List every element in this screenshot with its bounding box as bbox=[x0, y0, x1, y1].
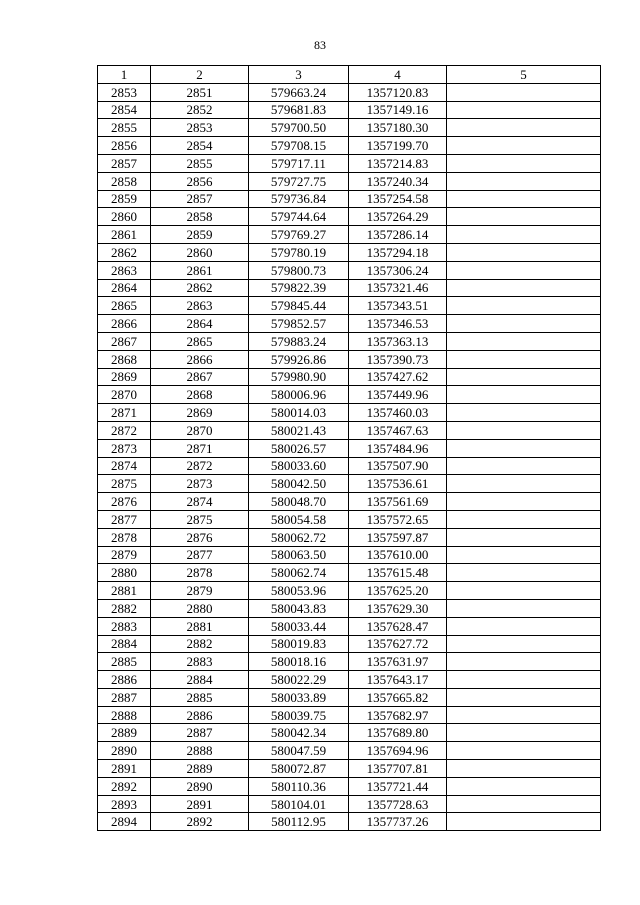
table-cell: 2872 bbox=[151, 457, 249, 475]
table-cell: 2860 bbox=[151, 243, 249, 261]
table-cell: 2881 bbox=[98, 582, 151, 600]
table-cell: 580021.43 bbox=[249, 421, 349, 439]
table-cell: 580042.50 bbox=[249, 475, 349, 493]
table-cell: 1357294.18 bbox=[349, 243, 447, 261]
table-cell: 2889 bbox=[151, 760, 249, 778]
table-row bbox=[98, 261, 601, 279]
table-cell bbox=[447, 190, 601, 208]
table-cell: 2857 bbox=[151, 190, 249, 208]
table-cell: 1357449.96 bbox=[349, 386, 447, 404]
column-header: 3 bbox=[249, 66, 349, 84]
table-cell: 1357346.53 bbox=[349, 315, 447, 333]
table-cell: 1357665.82 bbox=[349, 688, 447, 706]
table-cell: 2858 bbox=[98, 172, 151, 190]
table-cell: 2866 bbox=[151, 350, 249, 368]
table-cell: 2884 bbox=[151, 671, 249, 689]
column-header: 4 bbox=[349, 66, 447, 84]
table-cell: 1357737.26 bbox=[349, 813, 447, 831]
table-cell: 2868 bbox=[151, 386, 249, 404]
table-row bbox=[98, 315, 601, 333]
table-cell: 2877 bbox=[98, 510, 151, 528]
table-row bbox=[98, 332, 601, 350]
table-cell: 2886 bbox=[151, 706, 249, 724]
table-cell bbox=[447, 795, 601, 813]
table-cell: 1357180.30 bbox=[349, 119, 447, 137]
table-cell: 2858 bbox=[151, 208, 249, 226]
table-cell: 579852.57 bbox=[249, 315, 349, 333]
table-row bbox=[98, 635, 601, 653]
table-cell: 1357627.72 bbox=[349, 635, 447, 653]
table-cell bbox=[447, 582, 601, 600]
table-row bbox=[98, 137, 601, 155]
table-cell bbox=[447, 777, 601, 795]
table-cell: 579708.15 bbox=[249, 137, 349, 155]
table-cell: 580062.72 bbox=[249, 528, 349, 546]
table-row bbox=[98, 706, 601, 724]
table-cell bbox=[447, 332, 601, 350]
table-cell: 2890 bbox=[151, 777, 249, 795]
table-cell: 580039.75 bbox=[249, 706, 349, 724]
table-cell: 2892 bbox=[151, 813, 249, 831]
table-cell: 2862 bbox=[98, 243, 151, 261]
table-cell bbox=[447, 315, 601, 333]
table-cell bbox=[447, 724, 601, 742]
table-cell: 580043.83 bbox=[249, 599, 349, 617]
table-cell: 2853 bbox=[98, 83, 151, 101]
table-cell: 2852 bbox=[151, 101, 249, 119]
column-header: 5 bbox=[447, 66, 601, 84]
table-body bbox=[98, 83, 601, 830]
table-cell: 2869 bbox=[151, 404, 249, 422]
table-row bbox=[98, 350, 601, 368]
table-row bbox=[98, 742, 601, 760]
table-cell: 1357610.00 bbox=[349, 546, 447, 564]
table-cell: 1357149.16 bbox=[349, 101, 447, 119]
table-row bbox=[98, 795, 601, 813]
table-cell: 2870 bbox=[151, 421, 249, 439]
table-cell: 1357597.87 bbox=[349, 528, 447, 546]
table-cell: 580014.03 bbox=[249, 404, 349, 422]
table-cell: 2859 bbox=[151, 226, 249, 244]
table-cell bbox=[447, 421, 601, 439]
table-cell: 2853 bbox=[151, 119, 249, 137]
table-cell: 2871 bbox=[151, 439, 249, 457]
table-cell bbox=[447, 350, 601, 368]
table-row bbox=[98, 243, 601, 261]
table-cell: 2877 bbox=[151, 546, 249, 564]
table-cell: 580033.89 bbox=[249, 688, 349, 706]
table-cell: 2867 bbox=[98, 332, 151, 350]
table-row bbox=[98, 546, 601, 564]
table-row bbox=[98, 493, 601, 511]
table-cell: 1357572.65 bbox=[349, 510, 447, 528]
table-row bbox=[98, 404, 601, 422]
table-cell: 2893 bbox=[98, 795, 151, 813]
table-cell: 579681.83 bbox=[249, 101, 349, 119]
table-cell: 1357484.96 bbox=[349, 439, 447, 457]
table-cell: 579736.84 bbox=[249, 190, 349, 208]
table-cell bbox=[447, 706, 601, 724]
table-cell: 1357694.96 bbox=[349, 742, 447, 760]
table-cell: 2880 bbox=[151, 599, 249, 617]
table-cell: 579800.73 bbox=[249, 261, 349, 279]
table-cell: 2851 bbox=[151, 83, 249, 101]
table-cell: 2862 bbox=[151, 279, 249, 297]
table-cell: 2860 bbox=[98, 208, 151, 226]
table-cell: 2874 bbox=[151, 493, 249, 511]
table-cell bbox=[447, 688, 601, 706]
table-cell: 2885 bbox=[98, 653, 151, 671]
table-cell: 1357306.24 bbox=[349, 261, 447, 279]
table-row bbox=[98, 190, 601, 208]
table-cell bbox=[447, 546, 601, 564]
table-cell: 1357254.58 bbox=[349, 190, 447, 208]
table-cell bbox=[447, 119, 601, 137]
table-cell: 2882 bbox=[98, 599, 151, 617]
table-cell: 2879 bbox=[151, 582, 249, 600]
table-row bbox=[98, 439, 601, 457]
table-cell: 579727.75 bbox=[249, 172, 349, 190]
table-row bbox=[98, 172, 601, 190]
table-row bbox=[98, 297, 601, 315]
table-cell: 2873 bbox=[98, 439, 151, 457]
table-row bbox=[98, 119, 601, 137]
table-cell: 580047.59 bbox=[249, 742, 349, 760]
table-cell bbox=[447, 742, 601, 760]
table-cell: 2854 bbox=[151, 137, 249, 155]
table-cell: 2876 bbox=[151, 528, 249, 546]
table-row bbox=[98, 101, 601, 119]
table-cell bbox=[447, 386, 601, 404]
table-cell: 2864 bbox=[98, 279, 151, 297]
table-cell: 2889 bbox=[98, 724, 151, 742]
table-cell bbox=[447, 635, 601, 653]
table-row bbox=[98, 777, 601, 795]
table-cell: 1357689.80 bbox=[349, 724, 447, 742]
table-cell bbox=[447, 510, 601, 528]
table-cell: 580110.36 bbox=[249, 777, 349, 795]
table-cell: 2878 bbox=[98, 528, 151, 546]
table-cell: 579769.27 bbox=[249, 226, 349, 244]
table-cell bbox=[447, 404, 601, 422]
table-cell: 2863 bbox=[98, 261, 151, 279]
table-row bbox=[98, 724, 601, 742]
table-row bbox=[98, 368, 601, 386]
table-cell: 580104.01 bbox=[249, 795, 349, 813]
table-row bbox=[98, 475, 601, 493]
table-cell: 1357561.69 bbox=[349, 493, 447, 511]
table-cell bbox=[447, 813, 601, 831]
table-cell: 2880 bbox=[98, 564, 151, 582]
table-cell: 2892 bbox=[98, 777, 151, 795]
table-cell: 2855 bbox=[151, 154, 249, 172]
table-row bbox=[98, 813, 601, 831]
table-cell: 2856 bbox=[98, 137, 151, 155]
table-cell: 1357628.47 bbox=[349, 617, 447, 635]
table-row bbox=[98, 617, 601, 635]
table-cell: 2869 bbox=[98, 368, 151, 386]
table-cell: 580063.50 bbox=[249, 546, 349, 564]
table-cell: 2867 bbox=[151, 368, 249, 386]
table-cell: 2864 bbox=[151, 315, 249, 333]
table-cell bbox=[447, 564, 601, 582]
column-header: 2 bbox=[151, 66, 249, 84]
table-cell: 580033.44 bbox=[249, 617, 349, 635]
table-cell: 1357460.03 bbox=[349, 404, 447, 422]
table-cell: 580018.16 bbox=[249, 653, 349, 671]
table-cell: 579780.19 bbox=[249, 243, 349, 261]
table-cell: 1357631.97 bbox=[349, 653, 447, 671]
table-cell: 579744.64 bbox=[249, 208, 349, 226]
table-cell: 2890 bbox=[98, 742, 151, 760]
table-cell: 579822.39 bbox=[249, 279, 349, 297]
table-cell: 579700.50 bbox=[249, 119, 349, 137]
table-cell: 2866 bbox=[98, 315, 151, 333]
table-cell: 579717.11 bbox=[249, 154, 349, 172]
table-cell: 2886 bbox=[98, 671, 151, 689]
table-cell: 1357286.14 bbox=[349, 226, 447, 244]
table-cell: 1357707.81 bbox=[349, 760, 447, 778]
table-cell: 580026.57 bbox=[249, 439, 349, 457]
table-row bbox=[98, 599, 601, 617]
table-cell: 579926.86 bbox=[249, 350, 349, 368]
table-cell: 580022.29 bbox=[249, 671, 349, 689]
table-cell: 2883 bbox=[151, 653, 249, 671]
table-cell: 1357427.62 bbox=[349, 368, 447, 386]
table-cell: 2865 bbox=[98, 297, 151, 315]
table-cell: 2887 bbox=[151, 724, 249, 742]
table-cell bbox=[447, 599, 601, 617]
table-cell bbox=[447, 243, 601, 261]
table-cell: 580048.70 bbox=[249, 493, 349, 511]
table-cell bbox=[447, 368, 601, 386]
table-cell: 580033.60 bbox=[249, 457, 349, 475]
table-cell: 2854 bbox=[98, 101, 151, 119]
table-cell: 1357467.63 bbox=[349, 421, 447, 439]
table-cell: 580112.95 bbox=[249, 813, 349, 831]
table-cell: 2875 bbox=[98, 475, 151, 493]
table-cell: 2856 bbox=[151, 172, 249, 190]
table-cell: 2878 bbox=[151, 564, 249, 582]
table-cell bbox=[447, 653, 601, 671]
table-cell bbox=[447, 137, 601, 155]
table-cell: 2883 bbox=[98, 617, 151, 635]
table-cell: 2881 bbox=[151, 617, 249, 635]
table-cell: 2855 bbox=[98, 119, 151, 137]
table-cell: 1357214.83 bbox=[349, 154, 447, 172]
table-cell: 1357264.29 bbox=[349, 208, 447, 226]
table-cell: 2870 bbox=[98, 386, 151, 404]
table-cell: 2875 bbox=[151, 510, 249, 528]
table-cell: 580062.74 bbox=[249, 564, 349, 582]
table-cell bbox=[447, 475, 601, 493]
table-cell: 2879 bbox=[98, 546, 151, 564]
table-cell: 2887 bbox=[98, 688, 151, 706]
table-cell bbox=[447, 493, 601, 511]
table-cell: 1357536.61 bbox=[349, 475, 447, 493]
table-cell: 2874 bbox=[98, 457, 151, 475]
table-cell: 2876 bbox=[98, 493, 151, 511]
table-cell bbox=[447, 279, 601, 297]
table-cell: 2891 bbox=[98, 760, 151, 778]
table-row bbox=[98, 457, 601, 475]
table-cell: 1357321.46 bbox=[349, 279, 447, 297]
table-cell: 2861 bbox=[98, 226, 151, 244]
table-cell: 2888 bbox=[151, 742, 249, 760]
table-cell: 579883.24 bbox=[249, 332, 349, 350]
table-cell bbox=[447, 226, 601, 244]
table-cell: 580019.83 bbox=[249, 635, 349, 653]
table-cell: 2861 bbox=[151, 261, 249, 279]
table-cell: 579980.90 bbox=[249, 368, 349, 386]
table-row bbox=[98, 510, 601, 528]
table-cell: 1357120.83 bbox=[349, 83, 447, 101]
table-cell bbox=[447, 154, 601, 172]
table-cell: 2882 bbox=[151, 635, 249, 653]
table-cell: 2863 bbox=[151, 297, 249, 315]
table-cell bbox=[447, 528, 601, 546]
table-row bbox=[98, 208, 601, 226]
table-cell: 580054.58 bbox=[249, 510, 349, 528]
table-cell: 1357643.17 bbox=[349, 671, 447, 689]
table-cell bbox=[447, 457, 601, 475]
table-cell bbox=[447, 261, 601, 279]
coordinates-table bbox=[97, 65, 601, 831]
table-cell: 580006.96 bbox=[249, 386, 349, 404]
table-row bbox=[98, 564, 601, 582]
table-cell bbox=[447, 172, 601, 190]
table-cell: 1357363.13 bbox=[349, 332, 447, 350]
table-cell: 2868 bbox=[98, 350, 151, 368]
table-cell: 1357728.63 bbox=[349, 795, 447, 813]
table-cell: 2884 bbox=[98, 635, 151, 653]
table-cell: 1357629.30 bbox=[349, 599, 447, 617]
table-cell: 2873 bbox=[151, 475, 249, 493]
table-cell bbox=[447, 671, 601, 689]
table-row bbox=[98, 226, 601, 244]
table-cell bbox=[447, 439, 601, 457]
table-cell: 2871 bbox=[98, 404, 151, 422]
table-cell: 1357240.34 bbox=[349, 172, 447, 190]
table-header-row bbox=[98, 66, 601, 84]
table-cell bbox=[447, 297, 601, 315]
table-cell: 1357682.97 bbox=[349, 706, 447, 724]
column-header: 1 bbox=[98, 66, 151, 84]
table-cell: 1357390.73 bbox=[349, 350, 447, 368]
table-row bbox=[98, 154, 601, 172]
table-cell bbox=[447, 101, 601, 119]
table-row bbox=[98, 421, 601, 439]
table-row bbox=[98, 653, 601, 671]
table-cell: 2857 bbox=[98, 154, 151, 172]
table-cell: 1357721.44 bbox=[349, 777, 447, 795]
table-row bbox=[98, 688, 601, 706]
table-cell bbox=[447, 617, 601, 635]
table-row bbox=[98, 386, 601, 404]
table-cell: 580042.34 bbox=[249, 724, 349, 742]
table-row bbox=[98, 83, 601, 101]
table-cell: 579845.44 bbox=[249, 297, 349, 315]
table-cell: 579663.24 bbox=[249, 83, 349, 101]
table-cell: 2891 bbox=[151, 795, 249, 813]
table-cell: 1357507.90 bbox=[349, 457, 447, 475]
page-number: 83 bbox=[314, 38, 326, 52]
table-row bbox=[98, 760, 601, 778]
table-cell: 1357615.48 bbox=[349, 564, 447, 582]
table-cell bbox=[447, 83, 601, 101]
table-row bbox=[98, 528, 601, 546]
table-cell: 2865 bbox=[151, 332, 249, 350]
table-cell: 580053.96 bbox=[249, 582, 349, 600]
table-row bbox=[98, 671, 601, 689]
table-cell: 2872 bbox=[98, 421, 151, 439]
table-cell: 2885 bbox=[151, 688, 249, 706]
table-cell bbox=[447, 208, 601, 226]
table-cell: 2859 bbox=[98, 190, 151, 208]
table-cell bbox=[447, 760, 601, 778]
table-cell: 1357625.20 bbox=[349, 582, 447, 600]
table-cell: 2888 bbox=[98, 706, 151, 724]
table-cell: 2894 bbox=[98, 813, 151, 831]
table-row bbox=[98, 279, 601, 297]
table-cell: 1357343.51 bbox=[349, 297, 447, 315]
table-row bbox=[98, 582, 601, 600]
table-cell: 1357199.70 bbox=[349, 137, 447, 155]
table-cell: 580072.87 bbox=[249, 760, 349, 778]
